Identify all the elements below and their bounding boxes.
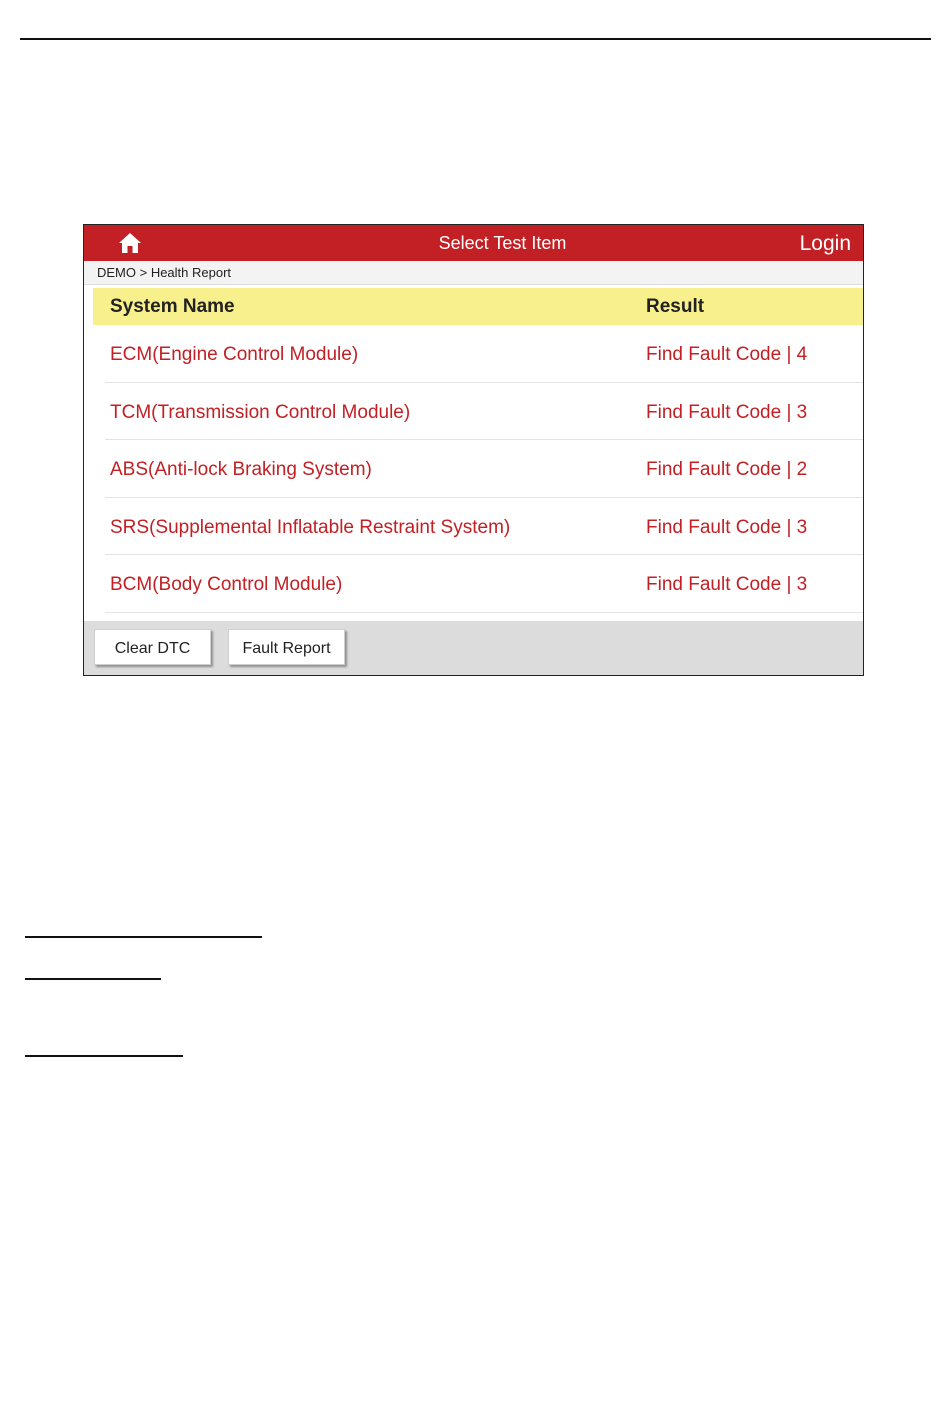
table-row[interactable] [105, 498, 864, 556]
breadcrumb: DEMO > Health Report [84, 261, 863, 285]
system-name-cell: ECM(Engine Control Module) [110, 344, 359, 365]
login-button[interactable]: Login [799, 232, 851, 255]
document-underline [25, 1055, 183, 1057]
column-header-result: Result [646, 296, 705, 317]
document-underline [25, 978, 161, 980]
result-cell: Find Fault Code | 3 [646, 574, 808, 595]
result-cell: Find Fault Code | 4 [646, 344, 808, 365]
system-name-cell: SRS(Supplemental Inflatable Restraint System) [110, 516, 511, 538]
system-name-cell: ABS(Anti-lock Braking System) [110, 459, 372, 480]
result-cell: Find Fault Code | 3 [646, 516, 808, 538]
fault-report-button[interactable]: Fault Report [228, 629, 345, 665]
system-name-cell: BCM(Body Control Module) [110, 574, 343, 595]
page-top-rule [20, 38, 931, 40]
result-cell: Find Fault Code | 2 [646, 459, 808, 480]
app-screen [83, 224, 864, 676]
system-name-cell: TCM(Transmission Control Module) [110, 401, 411, 423]
column-header-system-name: System Name [110, 296, 235, 317]
table-row[interactable] [105, 440, 864, 498]
result-cell: Find Fault Code | 3 [646, 401, 808, 423]
button-bar [84, 621, 863, 676]
document-underline [25, 936, 262, 938]
title-bar [84, 225, 863, 261]
table-body [105, 325, 864, 613]
clear-dtc-button[interactable]: Clear DTC [94, 629, 211, 665]
page-title: Select Test Item [438, 233, 567, 253]
table-header [93, 288, 863, 325]
table-row[interactable] [105, 383, 864, 441]
table-row[interactable] [105, 325, 864, 383]
table-row[interactable] [105, 555, 864, 613]
